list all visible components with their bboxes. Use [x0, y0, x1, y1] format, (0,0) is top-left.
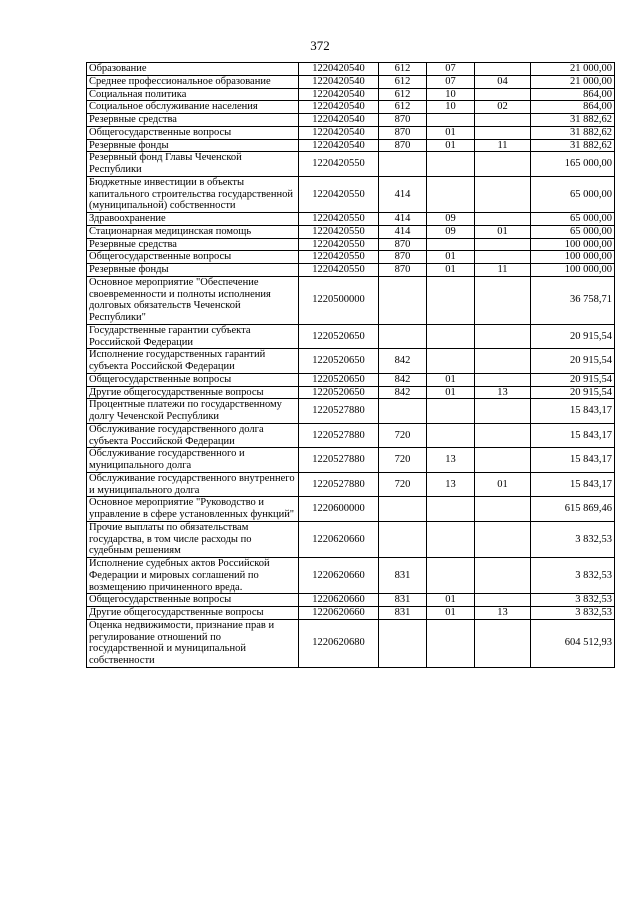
row-name-cell: Обслуживание государственного долга субъекта Российской Федерации [87, 423, 299, 448]
table-row [87, 399, 615, 424]
row-section-cell [427, 521, 475, 557]
row-name-cell: Общегосударственные вопросы [87, 251, 299, 264]
row-section-cell: 01 [427, 594, 475, 607]
row-subsection-cell [475, 619, 531, 667]
row-amount-cell: 100 000,00 [531, 264, 615, 277]
row-subsection-cell: 02 [475, 101, 531, 114]
row-amount-cell: 15 843,17 [531, 423, 615, 448]
table-row [87, 251, 615, 264]
row-amount-cell: 21 000,00 [531, 75, 615, 88]
row-code-cell: 1220620660 [299, 558, 379, 594]
row-section-cell [427, 619, 475, 667]
row-code-cell: 1220520650 [299, 386, 379, 399]
row-subsection-cell [475, 88, 531, 101]
row-section-cell: 01 [427, 386, 475, 399]
table-row [87, 139, 615, 152]
table-row [87, 213, 615, 226]
row-section-cell: 13 [427, 472, 475, 497]
row-name-cell: Социальное обслуживание населения [87, 101, 299, 114]
row-expense-type-cell: 870 [379, 264, 427, 277]
row-name-cell: Здравоохранение [87, 213, 299, 226]
row-name-cell: Основное мероприятие "Обеспечение своевременности и полноты исполнения долговых обязательств Чеченской Республики" [87, 276, 299, 324]
row-expense-type-cell: 870 [379, 139, 427, 152]
row-section-cell: 01 [427, 139, 475, 152]
row-code-cell: 1220527880 [299, 472, 379, 497]
table-row [87, 176, 615, 212]
row-amount-cell: 100 000,00 [531, 251, 615, 264]
row-section-cell: 10 [427, 88, 475, 101]
row-amount-cell: 864,00 [531, 101, 615, 114]
row-section-cell [427, 497, 475, 522]
row-section-cell [427, 324, 475, 349]
table-row [87, 276, 615, 324]
row-subsection-cell [475, 238, 531, 251]
row-expense-type-cell: 414 [379, 176, 427, 212]
row-amount-cell: 864,00 [531, 88, 615, 101]
table-row [87, 63, 615, 76]
row-name-cell: Обслуживание государственного и муниципального долга [87, 448, 299, 473]
row-expense-type-cell [379, 497, 427, 522]
row-section-cell: 01 [427, 607, 475, 620]
row-subsection-cell: 01 [475, 472, 531, 497]
row-amount-cell: 15 843,17 [531, 472, 615, 497]
row-amount-cell: 100 000,00 [531, 238, 615, 251]
row-subsection-cell [475, 448, 531, 473]
row-name-cell: Бюджетные инвестиции в объекты капитального строительства государственной (муниципальной) собственности [87, 176, 299, 212]
table-row [87, 126, 615, 139]
row-subsection-cell [475, 324, 531, 349]
row-subsection-cell [475, 114, 531, 127]
row-expense-type-cell: 870 [379, 238, 427, 251]
table-row [87, 101, 615, 114]
row-amount-cell: 31 882,62 [531, 126, 615, 139]
row-subsection-cell [475, 558, 531, 594]
row-name-cell: Резервные средства [87, 114, 299, 127]
row-section-cell: 10 [427, 101, 475, 114]
row-subsection-cell: 13 [475, 386, 531, 399]
row-expense-type-cell: 831 [379, 607, 427, 620]
row-expense-type-cell [379, 619, 427, 667]
row-expense-type-cell: 720 [379, 423, 427, 448]
row-amount-cell: 65 000,00 [531, 225, 615, 238]
row-section-cell [427, 276, 475, 324]
row-name-cell: Общегосударственные вопросы [87, 594, 299, 607]
table-row [87, 75, 615, 88]
row-amount-cell: 20 915,54 [531, 386, 615, 399]
row-expense-type-cell: 842 [379, 349, 427, 374]
row-code-cell: 1220620660 [299, 594, 379, 607]
table-row [87, 607, 615, 620]
row-name-cell: Основное мероприятие "Руководство и управление в сфере установленных функций" [87, 497, 299, 522]
row-code-cell: 1220420540 [299, 126, 379, 139]
row-expense-type-cell [379, 152, 427, 177]
row-name-cell: Образование [87, 63, 299, 76]
row-expense-type-cell: 870 [379, 114, 427, 127]
row-name-cell: Другие общегосударственные вопросы [87, 607, 299, 620]
row-subsection-cell: 01 [475, 225, 531, 238]
row-amount-cell: 3 832,53 [531, 607, 615, 620]
row-section-cell: 01 [427, 373, 475, 386]
row-code-cell: 1220527880 [299, 423, 379, 448]
table-row [87, 472, 615, 497]
row-code-cell: 1220520650 [299, 349, 379, 374]
row-code-cell: 1220500000 [299, 276, 379, 324]
row-subsection-cell [475, 126, 531, 139]
row-name-cell: Резервные фонды [87, 264, 299, 277]
row-expense-type-cell: 612 [379, 88, 427, 101]
row-section-cell: 09 [427, 213, 475, 226]
row-code-cell: 1220520650 [299, 324, 379, 349]
row-name-cell: Государственные гарантии субъекта Российской Федерации [87, 324, 299, 349]
row-expense-type-cell: 870 [379, 251, 427, 264]
table-row [87, 152, 615, 177]
row-subsection-cell [475, 276, 531, 324]
row-expense-type-cell [379, 521, 427, 557]
row-expense-type-cell: 842 [379, 386, 427, 399]
row-subsection-cell [475, 349, 531, 374]
row-code-cell: 1220420550 [299, 213, 379, 226]
row-subsection-cell [475, 63, 531, 76]
row-subsection-cell: 04 [475, 75, 531, 88]
row-amount-cell: 20 915,54 [531, 324, 615, 349]
table-row [87, 114, 615, 127]
row-subsection-cell: 11 [475, 264, 531, 277]
table-row [87, 225, 615, 238]
row-code-cell: 1220420540 [299, 63, 379, 76]
table-row [87, 423, 615, 448]
row-amount-cell: 604 512,93 [531, 619, 615, 667]
table-row [87, 619, 615, 667]
row-code-cell: 1220420550 [299, 152, 379, 177]
row-section-cell [427, 238, 475, 251]
row-amount-cell: 65 000,00 [531, 213, 615, 226]
row-amount-cell: 165 000,00 [531, 152, 615, 177]
row-code-cell: 1220600000 [299, 497, 379, 522]
row-amount-cell: 20 915,54 [531, 349, 615, 374]
row-subsection-cell [475, 373, 531, 386]
page-number: 372 [310, 38, 330, 53]
row-code-cell: 1220420550 [299, 176, 379, 212]
row-amount-cell: 36 758,71 [531, 276, 615, 324]
row-expense-type-cell: 612 [379, 101, 427, 114]
row-amount-cell: 21 000,00 [531, 63, 615, 76]
row-subsection-cell [475, 251, 531, 264]
row-subsection-cell [475, 521, 531, 557]
row-name-cell: Общегосударственные вопросы [87, 373, 299, 386]
row-code-cell: 1220420550 [299, 264, 379, 277]
row-amount-cell: 31 882,62 [531, 114, 615, 127]
row-section-cell: 01 [427, 126, 475, 139]
row-name-cell: Процентные платежи по государственному долгу Чеченской Республики [87, 399, 299, 424]
row-expense-type-cell [379, 276, 427, 324]
row-amount-cell: 31 882,62 [531, 139, 615, 152]
table-row [87, 349, 615, 374]
row-name-cell: Резервные фонды [87, 139, 299, 152]
row-section-cell [427, 176, 475, 212]
row-amount-cell: 15 843,17 [531, 448, 615, 473]
row-amount-cell: 20 915,54 [531, 373, 615, 386]
row-name-cell: Общегосударственные вопросы [87, 126, 299, 139]
row-section-cell: 01 [427, 251, 475, 264]
row-expense-type-cell [379, 324, 427, 349]
row-name-cell: Исполнение государственных гарантий субъекта Российской Федерации [87, 349, 299, 374]
row-expense-type-cell [379, 399, 427, 424]
row-subsection-cell [475, 213, 531, 226]
row-amount-cell: 3 832,53 [531, 521, 615, 557]
table-row [87, 324, 615, 349]
row-section-cell [427, 349, 475, 374]
table-row [87, 521, 615, 557]
row-amount-cell: 3 832,53 [531, 558, 615, 594]
row-section-cell [427, 399, 475, 424]
row-name-cell: Социальная политика [87, 88, 299, 101]
row-section-cell [427, 114, 475, 127]
row-name-cell: Прочие выплаты по обязательствам государства, в том числе расходы по судебным решениям [87, 521, 299, 557]
row-subsection-cell [475, 399, 531, 424]
row-section-cell: 01 [427, 264, 475, 277]
row-section-cell: 13 [427, 448, 475, 473]
row-code-cell: 1220420540 [299, 101, 379, 114]
table-row [87, 448, 615, 473]
table-row [87, 386, 615, 399]
row-code-cell: 1220420550 [299, 251, 379, 264]
row-code-cell: 1220420540 [299, 139, 379, 152]
row-amount-cell: 15 843,17 [531, 399, 615, 424]
table-row [87, 264, 615, 277]
row-code-cell: 1220420540 [299, 75, 379, 88]
row-name-cell: Резервные средства [87, 238, 299, 251]
row-expense-type-cell: 831 [379, 594, 427, 607]
row-name-cell: Среднее профессиональное образование [87, 75, 299, 88]
row-code-cell: 1220420550 [299, 238, 379, 251]
table-row [87, 373, 615, 386]
row-name-cell: Стационарная медицинская помощь [87, 225, 299, 238]
row-code-cell: 1220420540 [299, 88, 379, 101]
row-subsection-cell: 11 [475, 139, 531, 152]
row-expense-type-cell: 842 [379, 373, 427, 386]
table-row [87, 238, 615, 251]
row-section-cell: 07 [427, 75, 475, 88]
row-expense-type-cell: 720 [379, 448, 427, 473]
row-expense-type-cell: 720 [379, 472, 427, 497]
table-row [87, 558, 615, 594]
row-amount-cell: 3 832,53 [531, 594, 615, 607]
row-section-cell [427, 558, 475, 594]
row-expense-type-cell: 870 [379, 126, 427, 139]
row-code-cell: 1220527880 [299, 399, 379, 424]
row-expense-type-cell: 612 [379, 75, 427, 88]
row-code-cell: 1220527880 [299, 448, 379, 473]
row-subsection-cell: 13 [475, 607, 531, 620]
table-row [87, 88, 615, 101]
budget-table [86, 62, 615, 668]
row-expense-type-cell: 612 [379, 63, 427, 76]
row-code-cell: 1220620680 [299, 619, 379, 667]
row-subsection-cell [475, 152, 531, 177]
row-amount-cell: 615 869,46 [531, 497, 615, 522]
row-code-cell: 1220620660 [299, 521, 379, 557]
row-amount-cell: 65 000,00 [531, 176, 615, 212]
table-row [87, 594, 615, 607]
row-name-cell: Другие общегосударственные вопросы [87, 386, 299, 399]
row-name-cell: Обслуживание государственного внутреннего и муниципального долга [87, 472, 299, 497]
row-subsection-cell [475, 176, 531, 212]
table-row [87, 497, 615, 522]
row-name-cell: Резервный фонд Главы Чеченской Республики [87, 152, 299, 177]
row-code-cell: 1220620660 [299, 607, 379, 620]
row-code-cell: 1220520650 [299, 373, 379, 386]
row-code-cell: 1220420550 [299, 225, 379, 238]
row-section-cell: 07 [427, 63, 475, 76]
row-subsection-cell [475, 594, 531, 607]
row-section-cell: 09 [427, 225, 475, 238]
row-name-cell: Исполнение судебных актов Российской Федерации и мировых соглашений по возмещению причиненного вреда. [87, 558, 299, 594]
row-section-cell [427, 423, 475, 448]
row-expense-type-cell: 414 [379, 213, 427, 226]
row-expense-type-cell: 414 [379, 225, 427, 238]
row-expense-type-cell: 831 [379, 558, 427, 594]
row-subsection-cell [475, 497, 531, 522]
row-subsection-cell [475, 423, 531, 448]
row-code-cell: 1220420540 [299, 114, 379, 127]
row-name-cell: Оценка недвижимости, признание прав и регулирование отношений по государственной и муниципальной собственности [87, 619, 299, 667]
row-section-cell [427, 152, 475, 177]
